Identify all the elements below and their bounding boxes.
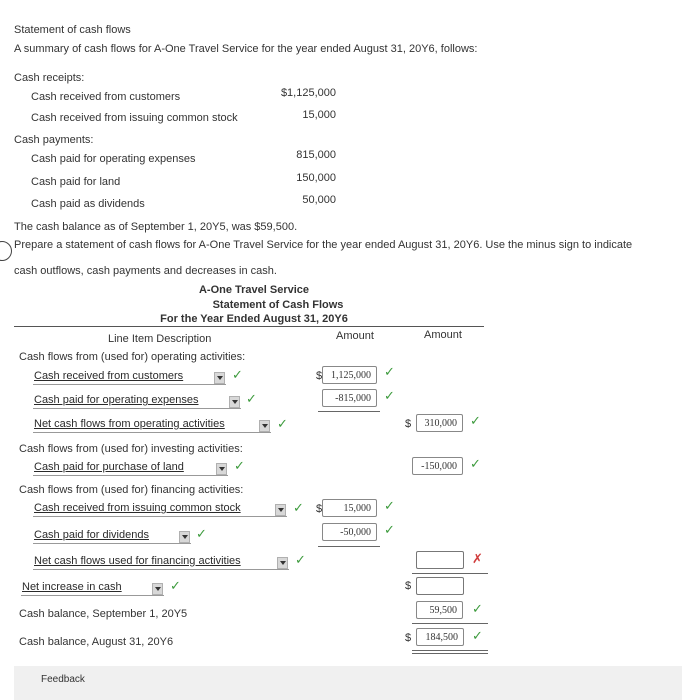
subtotal-rule xyxy=(412,573,488,574)
paid-land-label: Cash paid for land xyxy=(31,176,121,188)
chevron-down-icon[interactable] xyxy=(179,531,190,543)
col-amount1-header: Amount xyxy=(336,330,374,342)
check-icon: ✓ xyxy=(384,522,395,537)
investing-header: Cash flows from (used for) investing activities: xyxy=(19,443,243,455)
net-increase-select-label: Net increase in cash xyxy=(22,581,122,593)
inv-row1-amount[interactable]: -150,000 xyxy=(412,457,463,475)
check-icon: ✓ xyxy=(470,456,481,471)
begin-balance-amount[interactable]: 59,500 xyxy=(416,601,463,619)
rcv-stock-label: Cash received from issuing common stock xyxy=(31,112,238,124)
begin-balance-label: Cash balance, September 1, 20Y5 xyxy=(19,608,188,620)
dollar-sign: $ xyxy=(405,632,412,644)
fin-row1-select[interactable] xyxy=(33,503,287,517)
rcv-stock-value: 15,000 xyxy=(302,109,336,121)
fin-row2-select[interactable] xyxy=(33,530,191,544)
inv-row1-select[interactable] xyxy=(33,462,228,476)
paid-dividends-value: 50,000 xyxy=(302,194,336,206)
dollar-sign: $ xyxy=(405,580,412,592)
check-icon: ✓ xyxy=(196,526,207,541)
net-increase-amount[interactable] xyxy=(416,577,464,595)
feedback-bar xyxy=(14,666,682,700)
check-icon: ✓ xyxy=(277,416,288,431)
dollar-sign: $ xyxy=(316,503,323,515)
check-icon: ✓ xyxy=(246,391,257,406)
fin-net-amount[interactable] xyxy=(416,551,464,569)
question-radio[interactable] xyxy=(0,241,12,261)
fin-net-select[interactable] xyxy=(33,556,289,570)
chevron-down-icon[interactable] xyxy=(152,583,163,595)
check-icon: ✓ xyxy=(470,413,481,428)
statement-title: Statement of Cash Flows xyxy=(212,299,344,311)
dollar-sign: $ xyxy=(405,418,412,430)
op-row1-select[interactable] xyxy=(33,371,226,385)
inv-row1-select-label: Cash paid for purchase of land xyxy=(34,461,184,473)
cash-balance-text: The cash balance as of September 1, 20Y5, was $59,500. xyxy=(14,221,298,233)
feedback-label[interactable]: Feedback xyxy=(41,674,85,685)
chevron-down-icon[interactable] xyxy=(229,396,240,408)
page-title: Statement of cash flows xyxy=(14,24,131,36)
fin-row2-amount[interactable]: -50,000 xyxy=(322,523,377,541)
check-icon: ✓ xyxy=(472,601,483,616)
rcv-customers-label: Cash received from customers xyxy=(31,91,181,103)
rcv-customers-value: $1,125,000 xyxy=(280,87,336,99)
payments-label: Cash payments: xyxy=(14,134,94,146)
fin-net-select-label: Net cash flows used for financing activities xyxy=(34,555,241,567)
chevron-down-icon[interactable] xyxy=(275,504,286,516)
chevron-down-icon[interactable] xyxy=(277,557,288,569)
fin-row1-select-label: Cash received from issuing common stock xyxy=(34,502,241,514)
paid-dividends-label: Cash paid as dividends xyxy=(31,198,145,210)
paid-operating-label: Cash paid for operating expenses xyxy=(31,153,196,165)
op-net-select[interactable] xyxy=(33,419,271,433)
summary-text: A summary of cash flows for A-One Travel Service for the year ended August 31, 20Y6, follows: xyxy=(14,43,478,55)
statement-period: For the Year Ended August 31, 20Y6 xyxy=(160,313,348,325)
subtotal-rule xyxy=(318,546,380,547)
statement-company: A-One Travel Service xyxy=(198,284,310,296)
cross-icon: ✗ xyxy=(472,551,483,566)
total-rule-2 xyxy=(412,653,488,654)
end-balance-amount[interactable]: 184,500 xyxy=(416,628,464,646)
op-row2-select-label: Cash paid for operating expenses xyxy=(34,394,199,406)
op-net-select-label: Net cash flows from operating activities xyxy=(34,418,225,430)
check-icon: ✓ xyxy=(170,578,181,593)
chevron-down-icon[interactable] xyxy=(259,420,270,432)
col-desc-header: Line Item Description xyxy=(108,333,212,345)
subtotal-rule xyxy=(412,623,488,624)
paid-land-value: 150,000 xyxy=(296,172,336,184)
instructions-line2: cash outflows, cash payments and decreases in cash. xyxy=(14,265,277,277)
op-net-amount[interactable]: 310,000 xyxy=(416,414,463,432)
col-amount2-header: Amount xyxy=(424,329,462,341)
net-increase-select[interactable] xyxy=(21,582,164,596)
fin-row1-amount[interactable]: 15,000 xyxy=(322,499,377,517)
dollar-sign: $ xyxy=(316,370,323,382)
check-icon: ✓ xyxy=(384,498,395,513)
paid-operating-value: 815,000 xyxy=(296,149,336,161)
fin-row2-select-label: Cash paid for dividends xyxy=(34,529,149,541)
check-icon: ✓ xyxy=(384,364,395,379)
chevron-down-icon[interactable] xyxy=(214,372,225,384)
check-icon: ✓ xyxy=(295,552,306,567)
instructions-line1: Prepare a statement of cash flows for A-One Travel Service for the year ended August 31, 20Y6. Use the minus sign to indicate xyxy=(14,239,633,251)
financing-header: Cash flows from (used for) financing activities: xyxy=(19,484,244,496)
end-balance-label: Cash balance, August 31, 20Y6 xyxy=(19,636,174,648)
check-icon: ✓ xyxy=(234,458,245,473)
operating-header: Cash flows from (used for) operating activities: xyxy=(19,351,246,363)
total-rule-1 xyxy=(412,650,488,651)
op-row1-amount[interactable]: 1,125,000 xyxy=(322,366,377,384)
op-row2-amount[interactable]: -815,000 xyxy=(322,389,377,407)
check-icon: ✓ xyxy=(293,500,304,515)
check-icon: ✓ xyxy=(472,628,483,643)
check-icon: ✓ xyxy=(384,388,395,403)
check-icon: ✓ xyxy=(232,367,243,382)
chevron-down-icon[interactable] xyxy=(216,463,227,475)
receipts-label: Cash receipts: xyxy=(14,72,85,84)
op-row2-select[interactable] xyxy=(33,395,241,409)
subtotal-rule xyxy=(318,411,380,412)
header-rule xyxy=(14,326,484,327)
op-row1-select-label: Cash received from customers xyxy=(34,370,184,382)
